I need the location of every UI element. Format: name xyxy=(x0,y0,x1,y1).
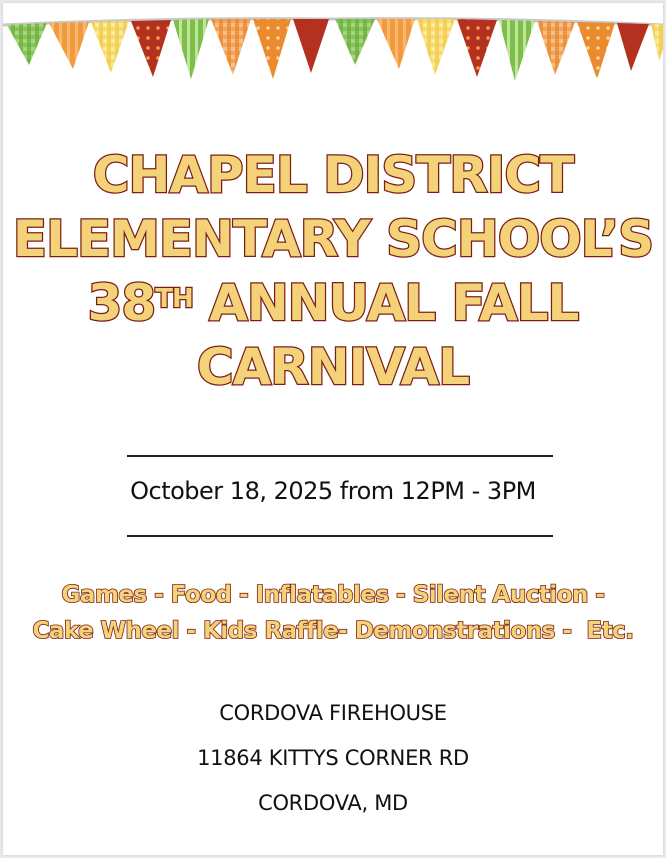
flyer-page xyxy=(3,3,663,855)
divider-top xyxy=(127,455,553,457)
title-line-3-rest: ANNUAL FALL xyxy=(192,274,579,332)
activities-line-2: Cake Wheel - Kids Raffle- Demonstrations - Etc. xyxy=(32,618,634,644)
city-state: CORDOVA, MD xyxy=(258,791,408,815)
title-ordinal-suffix: TH xyxy=(155,284,193,314)
carnival-title xyxy=(3,143,663,399)
title-line-3 xyxy=(3,271,663,335)
activities-list xyxy=(3,577,663,649)
pennant-flags xyxy=(7,19,663,81)
title-line-2: ELEMENTARY SCHOOL’S xyxy=(12,210,654,268)
title-ordinal-number: 38 xyxy=(87,274,156,332)
event-datetime: October 18, 2025 from 12PM - 3PM xyxy=(130,477,536,505)
bunting-decoration xyxy=(3,3,663,93)
divider-bottom xyxy=(127,535,553,537)
title-line-4: CARNIVAL xyxy=(196,338,470,396)
event-address xyxy=(3,691,663,826)
venue-name: CORDOVA FIREHOUSE xyxy=(219,701,447,725)
title-line-1: CHAPEL DISTRICT xyxy=(92,146,574,204)
activities-line-1: Games - Food - Inflatables - Silent Auction - xyxy=(61,582,605,608)
street-address: 11864 KITTYS CORNER RD xyxy=(197,746,469,770)
